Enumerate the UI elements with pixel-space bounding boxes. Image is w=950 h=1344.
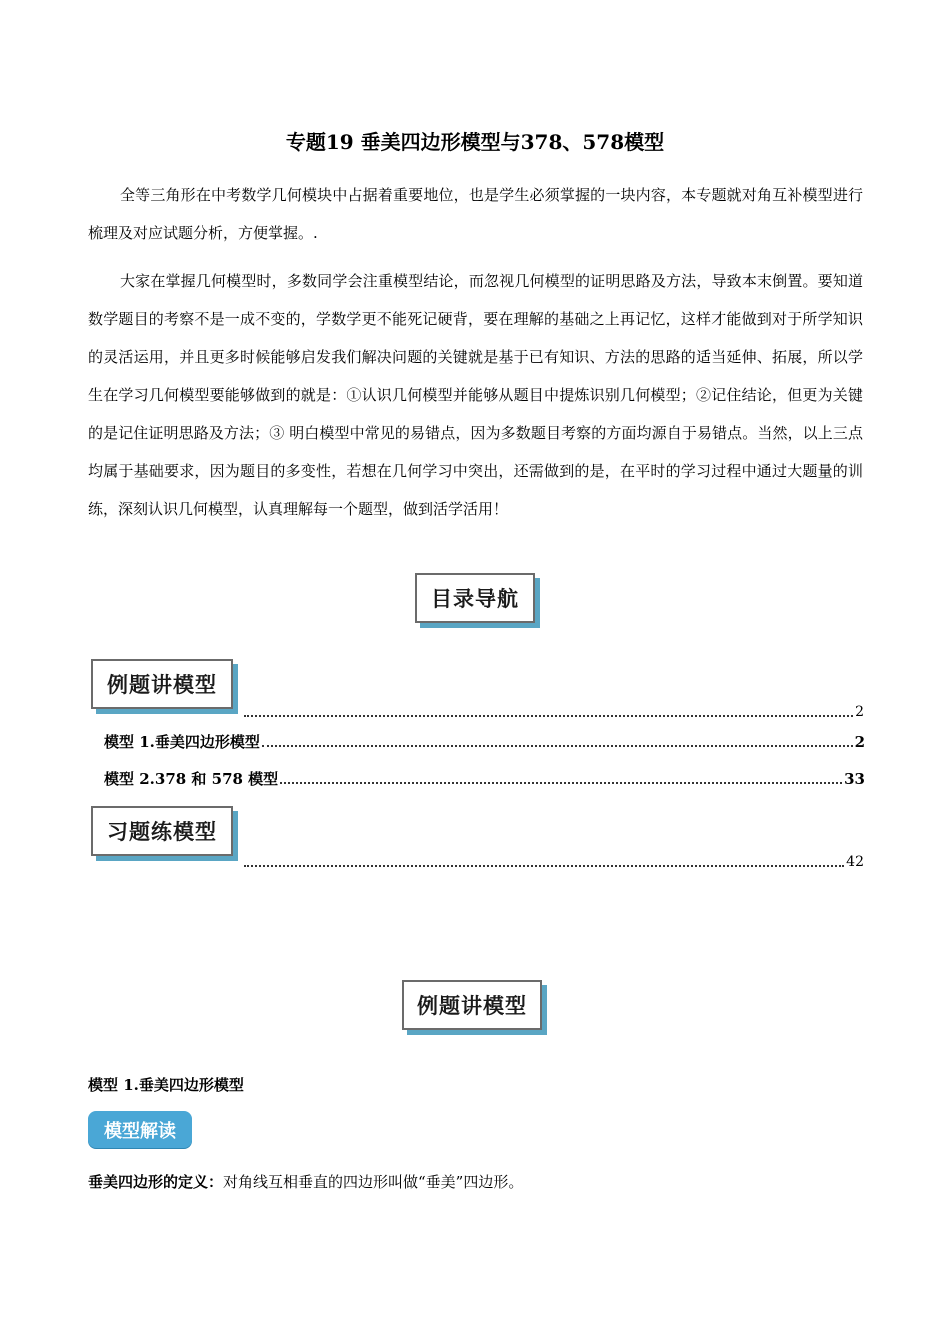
- toc-section2-row[interactable]: [242, 852, 864, 872]
- toc-section2-label: 习题练模型: [107, 820, 217, 844]
- section-heading-box: [402, 980, 542, 1030]
- toc-entry-2[interactable]: [104, 769, 865, 789]
- toc-entry-label: 模型 2.378 和 578 模型: [104, 770, 279, 788]
- toc-page-number: 33: [844, 770, 865, 788]
- model-heading: 模型 1.垂美四边形模型: [88, 1076, 244, 1094]
- toc-page-number: 2: [855, 704, 864, 720]
- toc-leader-dots: [262, 744, 853, 747]
- pill-label: 模型解读: [104, 1120, 176, 1142]
- toc-page-number: 42: [846, 854, 864, 870]
- toc-page-number: 2: [854, 733, 865, 751]
- toc-entry-1[interactable]: [104, 732, 865, 752]
- toc-section1-label: 例题讲模型: [107, 673, 217, 697]
- model-interpretation-pill: [88, 1111, 192, 1148]
- toc-nav-box: [415, 573, 535, 623]
- intro-paragraph-1: 全等三角形在中考数学几何模块中占据着重要地位，也是学生必须掌握的一块内容，本专题就对角互补模型进行梳理及对应试题分析，方便掌握。.: [88, 186, 863, 242]
- toc-section1-box[interactable]: [91, 659, 233, 709]
- toc-leader-dots: [244, 714, 853, 717]
- toc-section2-box[interactable]: [91, 806, 233, 856]
- intro-paragraph-2: 大家在掌握几何模型时，多数同学会注重模型结论，而忽视几何模型的证明思路及方法，导致本末倒置。要知道数学题目的考察不是一成不变的，学数学更不能死记硬背，要在理解的基础之上再记忆，这样才能做到对于所学知识的灵活运用，并且更多时候能够启发我们解决问题的关键就是基于已有知识、方法的思路的适当延伸、拓展，所以学生在学习几何模型要能够做到的就是：①认识几何模型并能够从题目中提炼识别几何模型；②记住结论，但更为关键的是记住证明思路及方法；③ 明白模型中常见的易错点，因为多数题目考察的方面均源自于易错点。当然，以上三点均属于基础要求，因为题目的多变性，若想在几何学习中突出，还需做到的是，在平时的学习过程中通过大题量的训练，深刻认识几何模型，认真理解每一个题型，做到活学活用！: [88, 272, 863, 518]
- toc-nav-label: 目录导航: [431, 587, 519, 611]
- section-heading-label: 例题讲模型: [417, 994, 527, 1018]
- toc-leader-dots: [280, 781, 842, 784]
- definition-text: 对角线互相垂直的四边形叫做“垂美”四边形。: [223, 1173, 524, 1191]
- definition-term: 垂美四边形的定义：: [88, 1173, 224, 1191]
- toc-section1-row[interactable]: [242, 702, 864, 722]
- toc-entry-label: 模型 1.垂美四边形模型: [104, 733, 260, 751]
- page-title: 专题19 垂美四边形模型与378、578模型: [285, 130, 665, 154]
- toc-leader-dots: [244, 864, 844, 867]
- definition-line: [88, 1171, 523, 1192]
